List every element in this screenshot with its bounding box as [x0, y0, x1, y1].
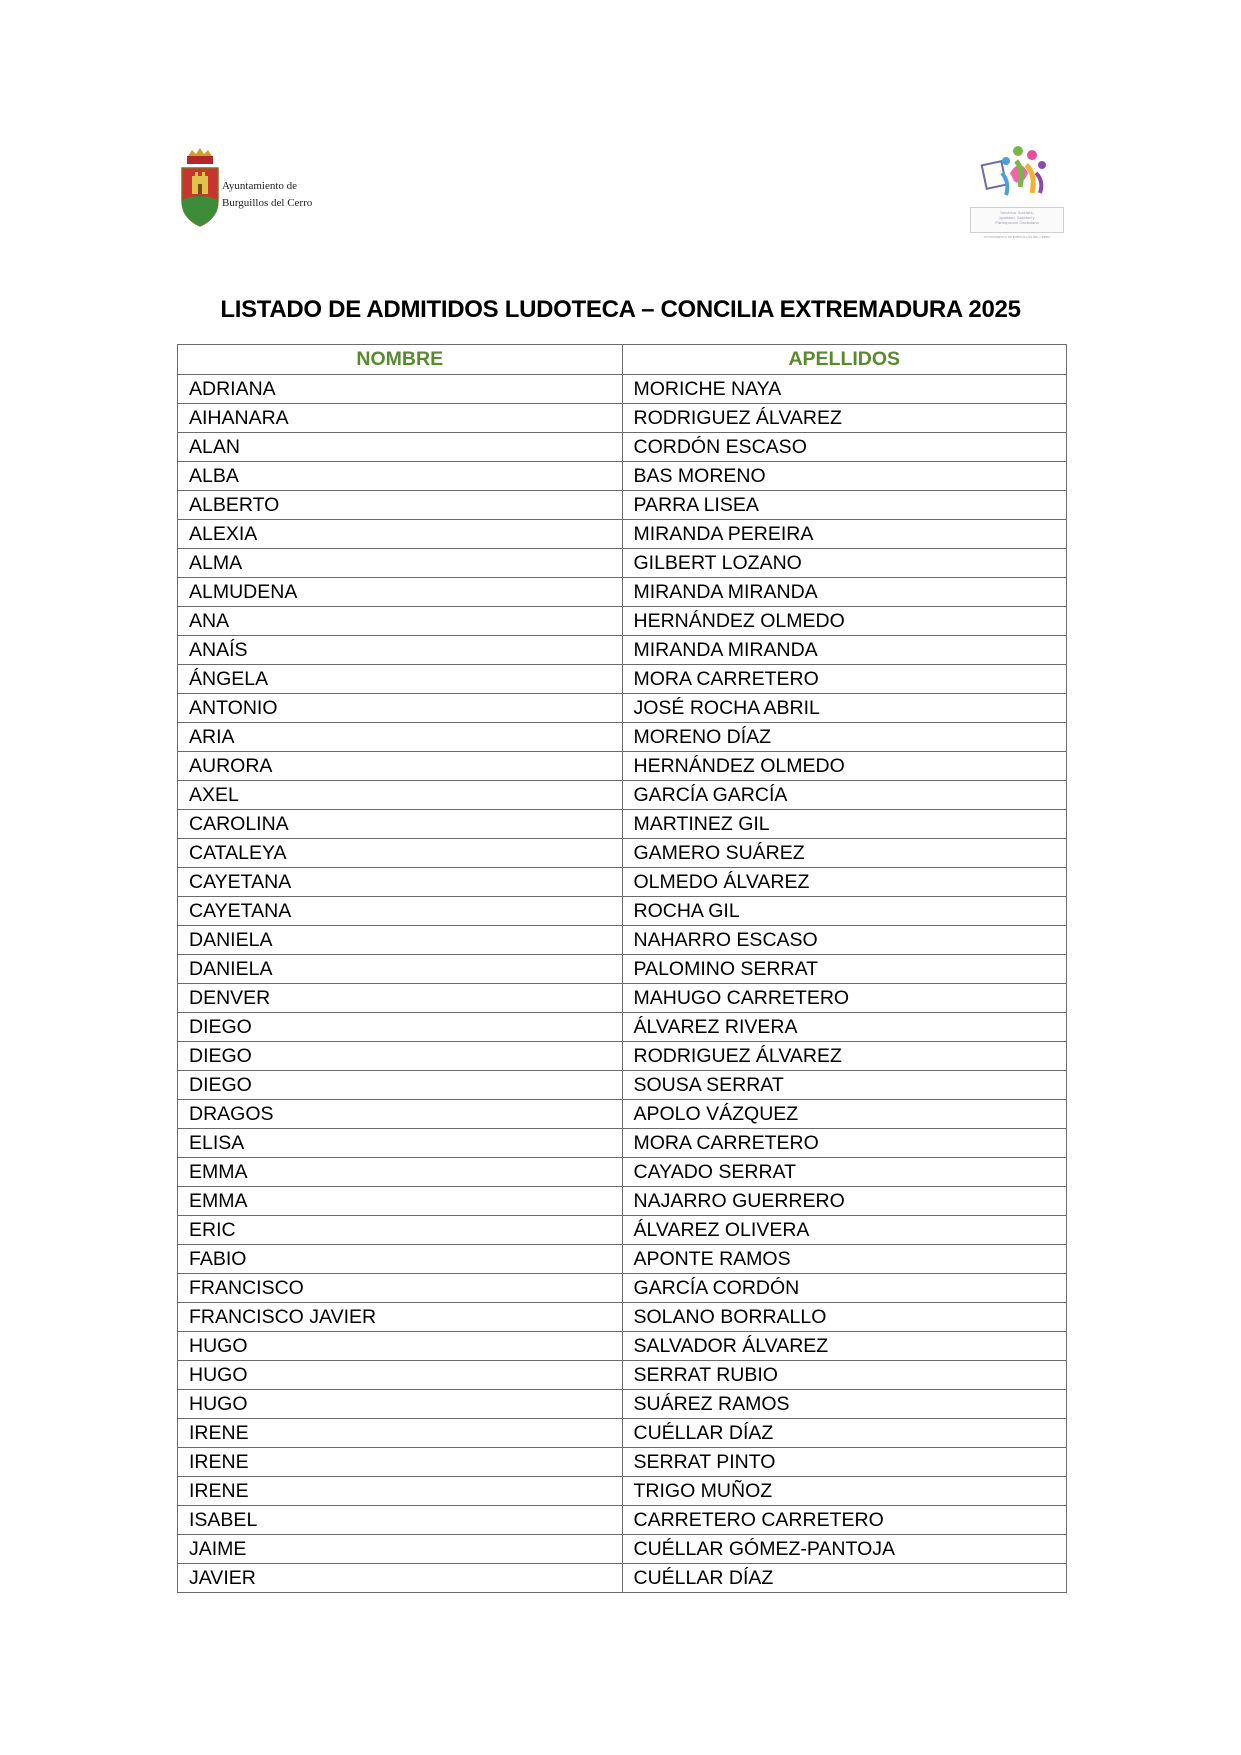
- cell-apellidos: HERNÁNDEZ OLMEDO: [622, 752, 1067, 781]
- cell-nombre: CAYETANA: [178, 897, 623, 926]
- social-services-label: [970, 207, 1064, 233]
- document-title: LISTADO DE ADMITIDOS LUDOTECA – CONCILIA EXTREMADURA 2025: [220, 296, 1021, 323]
- cell-nombre: FABIO: [178, 1245, 623, 1274]
- table-row: [178, 1564, 1067, 1593]
- column-header-nombre: NOMBRE: [178, 345, 623, 375]
- table-row: [178, 781, 1067, 810]
- table-row: [178, 636, 1067, 665]
- cell-apellidos: NAJARRO GUERRERO: [622, 1187, 1067, 1216]
- cell-apellidos: ROCHA GIL: [622, 897, 1067, 926]
- table-row: [178, 868, 1067, 897]
- table-row: [178, 694, 1067, 723]
- cell-nombre: ARIA: [178, 723, 623, 752]
- cell-apellidos: MORA CARRETERO: [622, 665, 1067, 694]
- cell-nombre: ALMA: [178, 549, 623, 578]
- cell-apellidos: CAYADO SERRAT: [622, 1158, 1067, 1187]
- table-row: [178, 665, 1067, 694]
- cell-apellidos: GAMERO SUÁREZ: [622, 839, 1067, 868]
- table-row: [178, 1129, 1067, 1158]
- cell-nombre: ALMUDENA: [178, 578, 623, 607]
- table-row: [178, 607, 1067, 636]
- cell-nombre: ISABEL: [178, 1506, 623, 1535]
- cell-nombre: CAYETANA: [178, 868, 623, 897]
- table-row: [178, 404, 1067, 433]
- table-row: [178, 1042, 1067, 1071]
- cell-nombre: ALEXIA: [178, 520, 623, 549]
- cell-apellidos: HERNÁNDEZ OLMEDO: [622, 607, 1067, 636]
- cell-nombre: AXEL: [178, 781, 623, 810]
- social-services-line3: Participación Ciudadana: [995, 220, 1039, 225]
- cell-apellidos: TRIGO MUÑOZ: [622, 1477, 1067, 1506]
- cell-nombre: JAVIER: [178, 1564, 623, 1593]
- cell-apellidos: RODRIGUEZ ÁLVAREZ: [622, 404, 1067, 433]
- cell-nombre: ALAN: [178, 433, 623, 462]
- cell-apellidos: OLMEDO ÁLVAREZ: [622, 868, 1067, 897]
- cell-apellidos: GARCÍA CORDÓN: [622, 1274, 1067, 1303]
- table-row: [178, 723, 1067, 752]
- table-row: [178, 1071, 1067, 1100]
- cell-apellidos: CARRETERO CARRETERO: [622, 1506, 1067, 1535]
- municipality-name-line2: Burguillos del Cerro: [222, 197, 313, 209]
- table-row: [178, 810, 1067, 839]
- cell-apellidos: CUÉLLAR GÓMEZ-PANTOJA: [622, 1535, 1067, 1564]
- cell-nombre: ALBA: [178, 462, 623, 491]
- table-row: [178, 1100, 1067, 1129]
- cell-apellidos: MORENO DÍAZ: [622, 723, 1067, 752]
- cell-nombre: ANAÍS: [178, 636, 623, 665]
- cell-nombre: CATALEYA: [178, 839, 623, 868]
- cell-nombre: ERIC: [178, 1216, 623, 1245]
- cell-nombre: EMMA: [178, 1158, 623, 1187]
- cell-apellidos: SALVADOR ÁLVAREZ: [622, 1332, 1067, 1361]
- social-services-subline: AYUNTAMIENTO DE BURGUILLOS DEL CERRO: [983, 235, 1051, 239]
- table-row: [178, 578, 1067, 607]
- cell-apellidos: GILBERT LOZANO: [622, 549, 1067, 578]
- table-row: [178, 1419, 1067, 1448]
- table-row: [178, 1535, 1067, 1564]
- table-row: [178, 1216, 1067, 1245]
- cell-nombre: AIHANARA: [178, 404, 623, 433]
- social-services-line2: Igualdad, Sanidad y: [999, 215, 1035, 220]
- cell-apellidos: CUÉLLAR DÍAZ: [622, 1419, 1067, 1448]
- table-row: [178, 1361, 1067, 1390]
- cell-nombre: IRENE: [178, 1477, 623, 1506]
- table-row: [178, 491, 1067, 520]
- cell-apellidos: NAHARRO ESCASO: [622, 926, 1067, 955]
- table-row: [178, 549, 1067, 578]
- cell-nombre: DIEGO: [178, 1013, 623, 1042]
- table-row: [178, 1245, 1067, 1274]
- column-header-apellidos: APELLIDOS: [622, 345, 1067, 375]
- cell-apellidos: SERRAT PINTO: [622, 1448, 1067, 1477]
- table-row: [178, 839, 1067, 868]
- cell-apellidos: SUÁREZ RAMOS: [622, 1390, 1067, 1419]
- table-row: [178, 752, 1067, 781]
- cell-nombre: DIEGO: [178, 1042, 623, 1071]
- cell-apellidos: CORDÓN ESCASO: [622, 433, 1067, 462]
- cell-nombre: DENVER: [178, 984, 623, 1013]
- cell-apellidos: SERRAT RUBIO: [622, 1361, 1067, 1390]
- table-row: [178, 1303, 1067, 1332]
- cell-nombre: HUGO: [178, 1361, 623, 1390]
- cell-nombre: ALBERTO: [178, 491, 623, 520]
- social-services-logo: [970, 143, 1070, 243]
- cell-nombre: FRANCISCO JAVIER: [178, 1303, 623, 1332]
- cell-nombre: HUGO: [178, 1390, 623, 1419]
- cell-nombre: FRANCISCO: [178, 1274, 623, 1303]
- table-row: [178, 984, 1067, 1013]
- cell-nombre: DANIELA: [178, 955, 623, 984]
- cell-nombre: JAIME: [178, 1535, 623, 1564]
- cell-apellidos: ÁLVAREZ OLIVERA: [622, 1216, 1067, 1245]
- cell-apellidos: MARTINEZ GIL: [622, 810, 1067, 839]
- cell-apellidos: SOUSA SERRAT: [622, 1071, 1067, 1100]
- municipality-name-line1: Ayuntamiento de: [222, 180, 298, 192]
- cell-apellidos: BAS MORENO: [622, 462, 1067, 491]
- table-row: [178, 1448, 1067, 1477]
- cell-apellidos: MIRANDA MIRANDA: [622, 578, 1067, 607]
- cell-nombre: DANIELA: [178, 926, 623, 955]
- cell-apellidos: APONTE RAMOS: [622, 1245, 1067, 1274]
- table-row: [178, 1187, 1067, 1216]
- cell-nombre: HUGO: [178, 1332, 623, 1361]
- table-row: [178, 897, 1067, 926]
- table-row: [178, 433, 1067, 462]
- coat-of-arms-icon: [178, 148, 222, 228]
- cell-nombre: AURORA: [178, 752, 623, 781]
- cell-apellidos: GARCÍA GARCÍA: [622, 781, 1067, 810]
- table-row: [178, 1013, 1067, 1042]
- cell-nombre: DIEGO: [178, 1071, 623, 1100]
- cell-apellidos: CUÉLLAR DÍAZ: [622, 1564, 1067, 1593]
- cell-apellidos: APOLO VÁZQUEZ: [622, 1100, 1067, 1129]
- admitted-list-table: [177, 344, 1067, 1593]
- cell-apellidos: MORICHE NAYA: [622, 375, 1067, 404]
- cell-apellidos: MIRANDA PEREIRA: [622, 520, 1067, 549]
- cell-apellidos: JOSÉ ROCHA ABRIL: [622, 694, 1067, 723]
- family-figures-icon: [970, 143, 1070, 207]
- social-services-line1: Servicios Sociales,: [1000, 210, 1034, 215]
- table-row: [178, 1332, 1067, 1361]
- cell-nombre: ÁNGELA: [178, 665, 623, 694]
- cell-apellidos: SOLANO BORRALLO: [622, 1303, 1067, 1332]
- cell-nombre: ANTONIO: [178, 694, 623, 723]
- cell-nombre: CAROLINA: [178, 810, 623, 839]
- table-row: [178, 955, 1067, 984]
- table-row: [178, 1274, 1067, 1303]
- cell-apellidos: PALOMINO SERRAT: [622, 955, 1067, 984]
- cell-nombre: IRENE: [178, 1419, 623, 1448]
- table-header-row: [178, 345, 1067, 375]
- cell-apellidos: ÁLVAREZ RIVERA: [622, 1013, 1067, 1042]
- table-row: [178, 462, 1067, 491]
- table-row: [178, 375, 1067, 404]
- cell-apellidos: MAHUGO CARRETERO: [622, 984, 1067, 1013]
- table-row: [178, 926, 1067, 955]
- cell-apellidos: RODRIGUEZ ÁLVAREZ: [622, 1042, 1067, 1071]
- table-row: [178, 520, 1067, 549]
- cell-nombre: EMMA: [178, 1187, 623, 1216]
- cell-apellidos: MIRANDA MIRANDA: [622, 636, 1067, 665]
- cell-nombre: ADRIANA: [178, 375, 623, 404]
- table-row: [178, 1390, 1067, 1419]
- cell-nombre: ANA: [178, 607, 623, 636]
- table-row: [178, 1506, 1067, 1535]
- table-row: [178, 1158, 1067, 1187]
- cell-nombre: ELISA: [178, 1129, 623, 1158]
- cell-apellidos: MORA CARRETERO: [622, 1129, 1067, 1158]
- cell-nombre: IRENE: [178, 1448, 623, 1477]
- cell-apellidos: PARRA LISEA: [622, 491, 1067, 520]
- cell-nombre: DRAGOS: [178, 1100, 623, 1129]
- table-row: [178, 1477, 1067, 1506]
- municipality-logo: [178, 148, 328, 228]
